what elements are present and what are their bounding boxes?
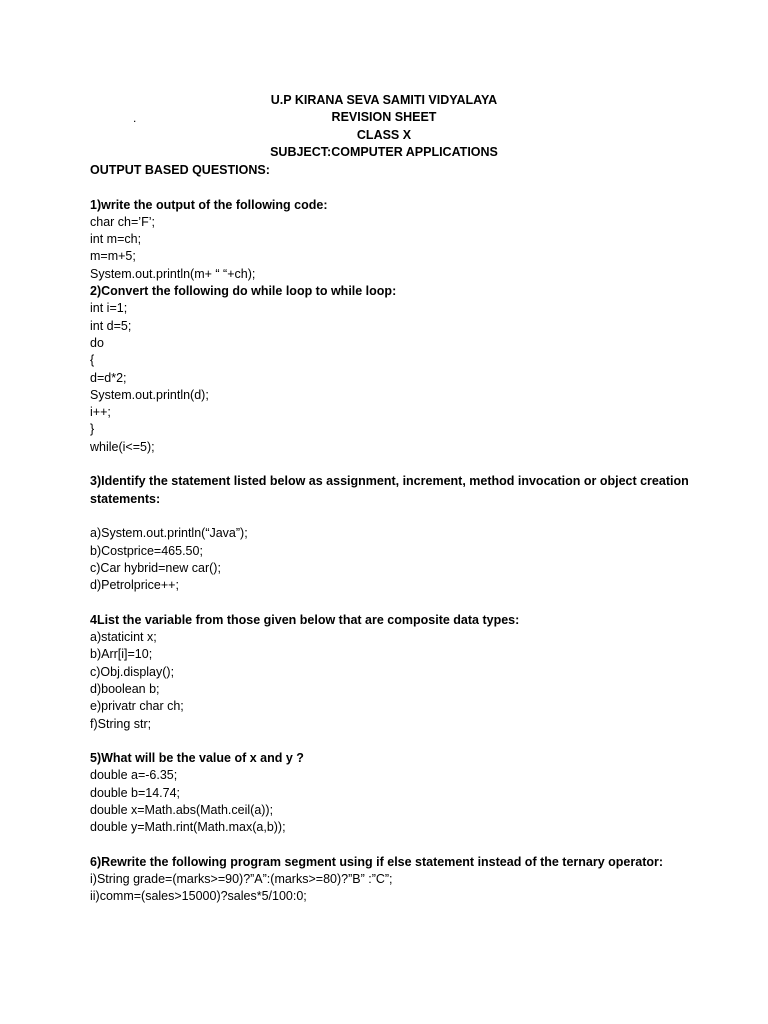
section-title: OUTPUT BASED QUESTIONS: — [90, 163, 270, 177]
question-heading: 1)write the output of the following code: — [90, 197, 328, 212]
spacer — [90, 594, 690, 611]
school-name: U.P KIRANA SEVA SAMITI VIDYALAYA — [270, 93, 498, 107]
code-line: System.out.println(d); — [90, 387, 209, 402]
subject-label: SUBJECT:COMPUTER APPLICATIONS — [270, 144, 498, 159]
question-2 — [90, 283, 690, 456]
option-line: c)Obj.display(); — [90, 664, 175, 679]
code-line: int i=1; — [90, 301, 128, 316]
question-1 — [90, 197, 690, 283]
option-line: e)privatr char ch; — [90, 699, 184, 714]
question-6 — [90, 854, 690, 906]
code-line: d=d*2; — [90, 370, 127, 385]
option-line: c)Car hybrid=new car(); — [90, 560, 221, 575]
code-line: char ch=’F’; — [90, 214, 155, 229]
code-line: System.out.println(m+ “ “+ch); — [90, 266, 256, 281]
option-line: b)Costprice=465.50; — [90, 543, 203, 558]
spacer — [90, 837, 690, 854]
code-line: } — [90, 422, 95, 437]
questions-body — [90, 162, 690, 906]
question-5 — [90, 750, 690, 836]
question-heading: 5)What will be the value of x and y ? — [90, 751, 304, 766]
code-line: double a=-6.35; — [90, 768, 178, 783]
option-line: a)System.out.println(“Java”); — [90, 526, 248, 541]
code-line: i)String grade=(marks>=90)?”A”:(marks>=80)?”B” :”C”; — [90, 872, 393, 887]
spacer — [90, 179, 690, 196]
option-line: b)Arr[i]=10; — [90, 647, 153, 662]
question-heading: 3)Identify the statement listed below as assignment, increment, method invocation or object creation statements: — [90, 474, 689, 506]
question-4 — [90, 612, 690, 733]
question-heading: 6)Rewrite the following program segment using if else statement instead of the ternary operator: — [90, 854, 664, 869]
question-heading: 2)Convert the following do while loop to while loop: — [90, 284, 397, 299]
code-line: ii)comm=(sales>15000)?sales*5/100:0; — [90, 889, 307, 904]
class-label: CLASS X — [356, 127, 412, 142]
option-line: f)String str; — [90, 716, 152, 731]
option-line: d)boolean b; — [90, 681, 160, 696]
code-line: double b=14.74; — [90, 785, 181, 800]
code-line: m=m+5; — [90, 249, 136, 264]
code-line: { — [90, 353, 95, 368]
code-line: do — [90, 335, 104, 350]
stray-mark: . — [133, 111, 137, 125]
code-line: double y=Math.rint(Math.max(a,b)); — [90, 820, 286, 835]
option-line: a)staticint x; — [90, 630, 157, 645]
option-line: d)Petrolprice++; — [90, 578, 179, 593]
code-line: int m=ch; — [90, 232, 142, 247]
document-header — [0, 92, 768, 161]
question-heading: 4List the variable from those given below that are composite data types: — [90, 612, 520, 627]
sheet-title: REVISION SHEET — [331, 110, 437, 125]
code-line: while(i<=5); — [90, 439, 155, 454]
spacer — [90, 508, 690, 525]
code-line: double x=Math.abs(Math.ceil(a)); — [90, 802, 274, 817]
code-line: int d=5; — [90, 318, 132, 333]
spacer — [90, 456, 690, 473]
code-line: i++; — [90, 405, 111, 420]
question-3 — [90, 473, 690, 594]
spacer — [90, 733, 690, 750]
